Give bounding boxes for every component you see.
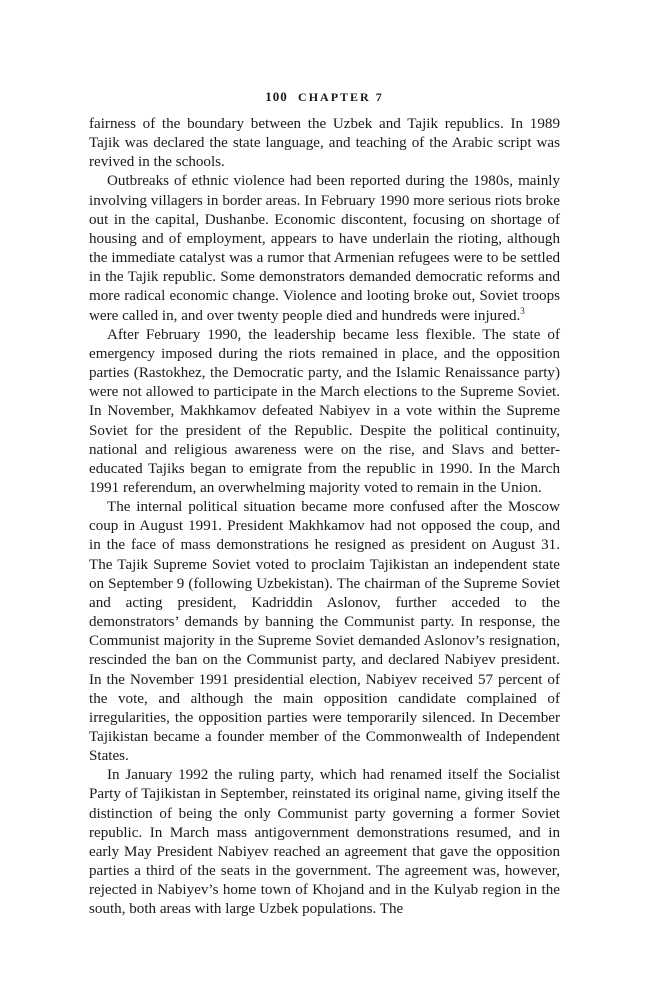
chapter-label: CHAPTER 7 <box>298 90 384 104</box>
paragraph-2-text: Outbreaks of ethnic violence had been reported during the 1980s, mainly involving villagers in border areas. In February 1990 more serious riots broke out in the capital, Dushanbe. Economic discontent, focusing on shortage of housing and of employment, appears to have underlain the rioting, although the immediate catalyst was a rumor that Armenian refugees were to be settled in the Tajik republic. Some demonstrators demanded democratic reforms and more radical economic change. Violence and looting broke out, Soviet troops were called in, and over twenty people died and hundreds were injured. <box>89 173 560 324</box>
paragraph-2 <box>89 172 560 325</box>
paragraph-1 <box>89 115 560 172</box>
body-text <box>89 115 560 920</box>
paragraph-4 <box>89 498 560 766</box>
paragraph-3 <box>89 326 560 498</box>
page-number: 100 <box>265 89 288 104</box>
paragraph-5-text: In January 1992 the ruling party, which had renamed itself the Socialist Party of Tajikistan in September, reinstated its original name, giving itself the distinction of being the only Communist party governing a former Soviet republic. In March mass antigovernment demonstrations resumed, and in early May President Nabiyev reached an agreement that gave the opposition parties a third of the seats in the government. The agreement was, however, rejected in Nabiyev’s home town of Khojand and in the Kulyab region in the south, both areas with large Uzbek populations. The <box>89 767 560 918</box>
paragraph-5 <box>89 766 560 919</box>
paragraph-4-text: The internal political situation became more confused after the Moscow coup in August 1991. President Makhkamov had not opposed the coup, and in the face of mass demonstrations he resigned as president on August 31. The Tajik Supreme Soviet voted to proclaim Tajikistan an independent state on September 9 (following Uzbekistan). The chairman of the Supreme Soviet and acting president, Kadriddin Aslonov, further acceded to the demonstrators’ demands by banning the Communist party. In response, the Communist majority in the Supreme Soviet demanded Aslonov’s resignation, rescinded the ban on the Communist party, and declared Nabiyev president. In the November 1991 presidential election, Nabiyev received 57 percent of the vote, and although the main opposition candidate complained of irregularities, the opposition parties were temporarily silenced. In December Tajikistan became a founder member of the Commonwealth of Independent States. <box>89 499 560 765</box>
footnote-marker: 3 <box>520 305 525 316</box>
paragraph-3-text: After February 1990, the leadership became less flexible. The state of emergency imposed during the riots remained in place, and the opposition parties (Rastokhez, the Democratic party, and the Islamic Renaissance party) were not allowed to participate in the March elections to the Supreme Soviet. In November, Makhkamov defeated Nabiyev in a vote within the Supreme Soviet for the president of the Republic. Despite the political continuity, national and religious awareness were on the rise, and Slavs and better-educated Tajiks began to emigrate from the republic in 1990. In the March 1991 referendum, an overwhelming majority voted to remain in the Union. <box>89 326 560 496</box>
running-head <box>89 89 560 105</box>
paragraph-1-text: fairness of the boundary between the Uzbek and Tajik republics. In 1989 Tajik was declared the state language, and teaching of the Arabic script was revived in the schools. <box>89 116 560 171</box>
